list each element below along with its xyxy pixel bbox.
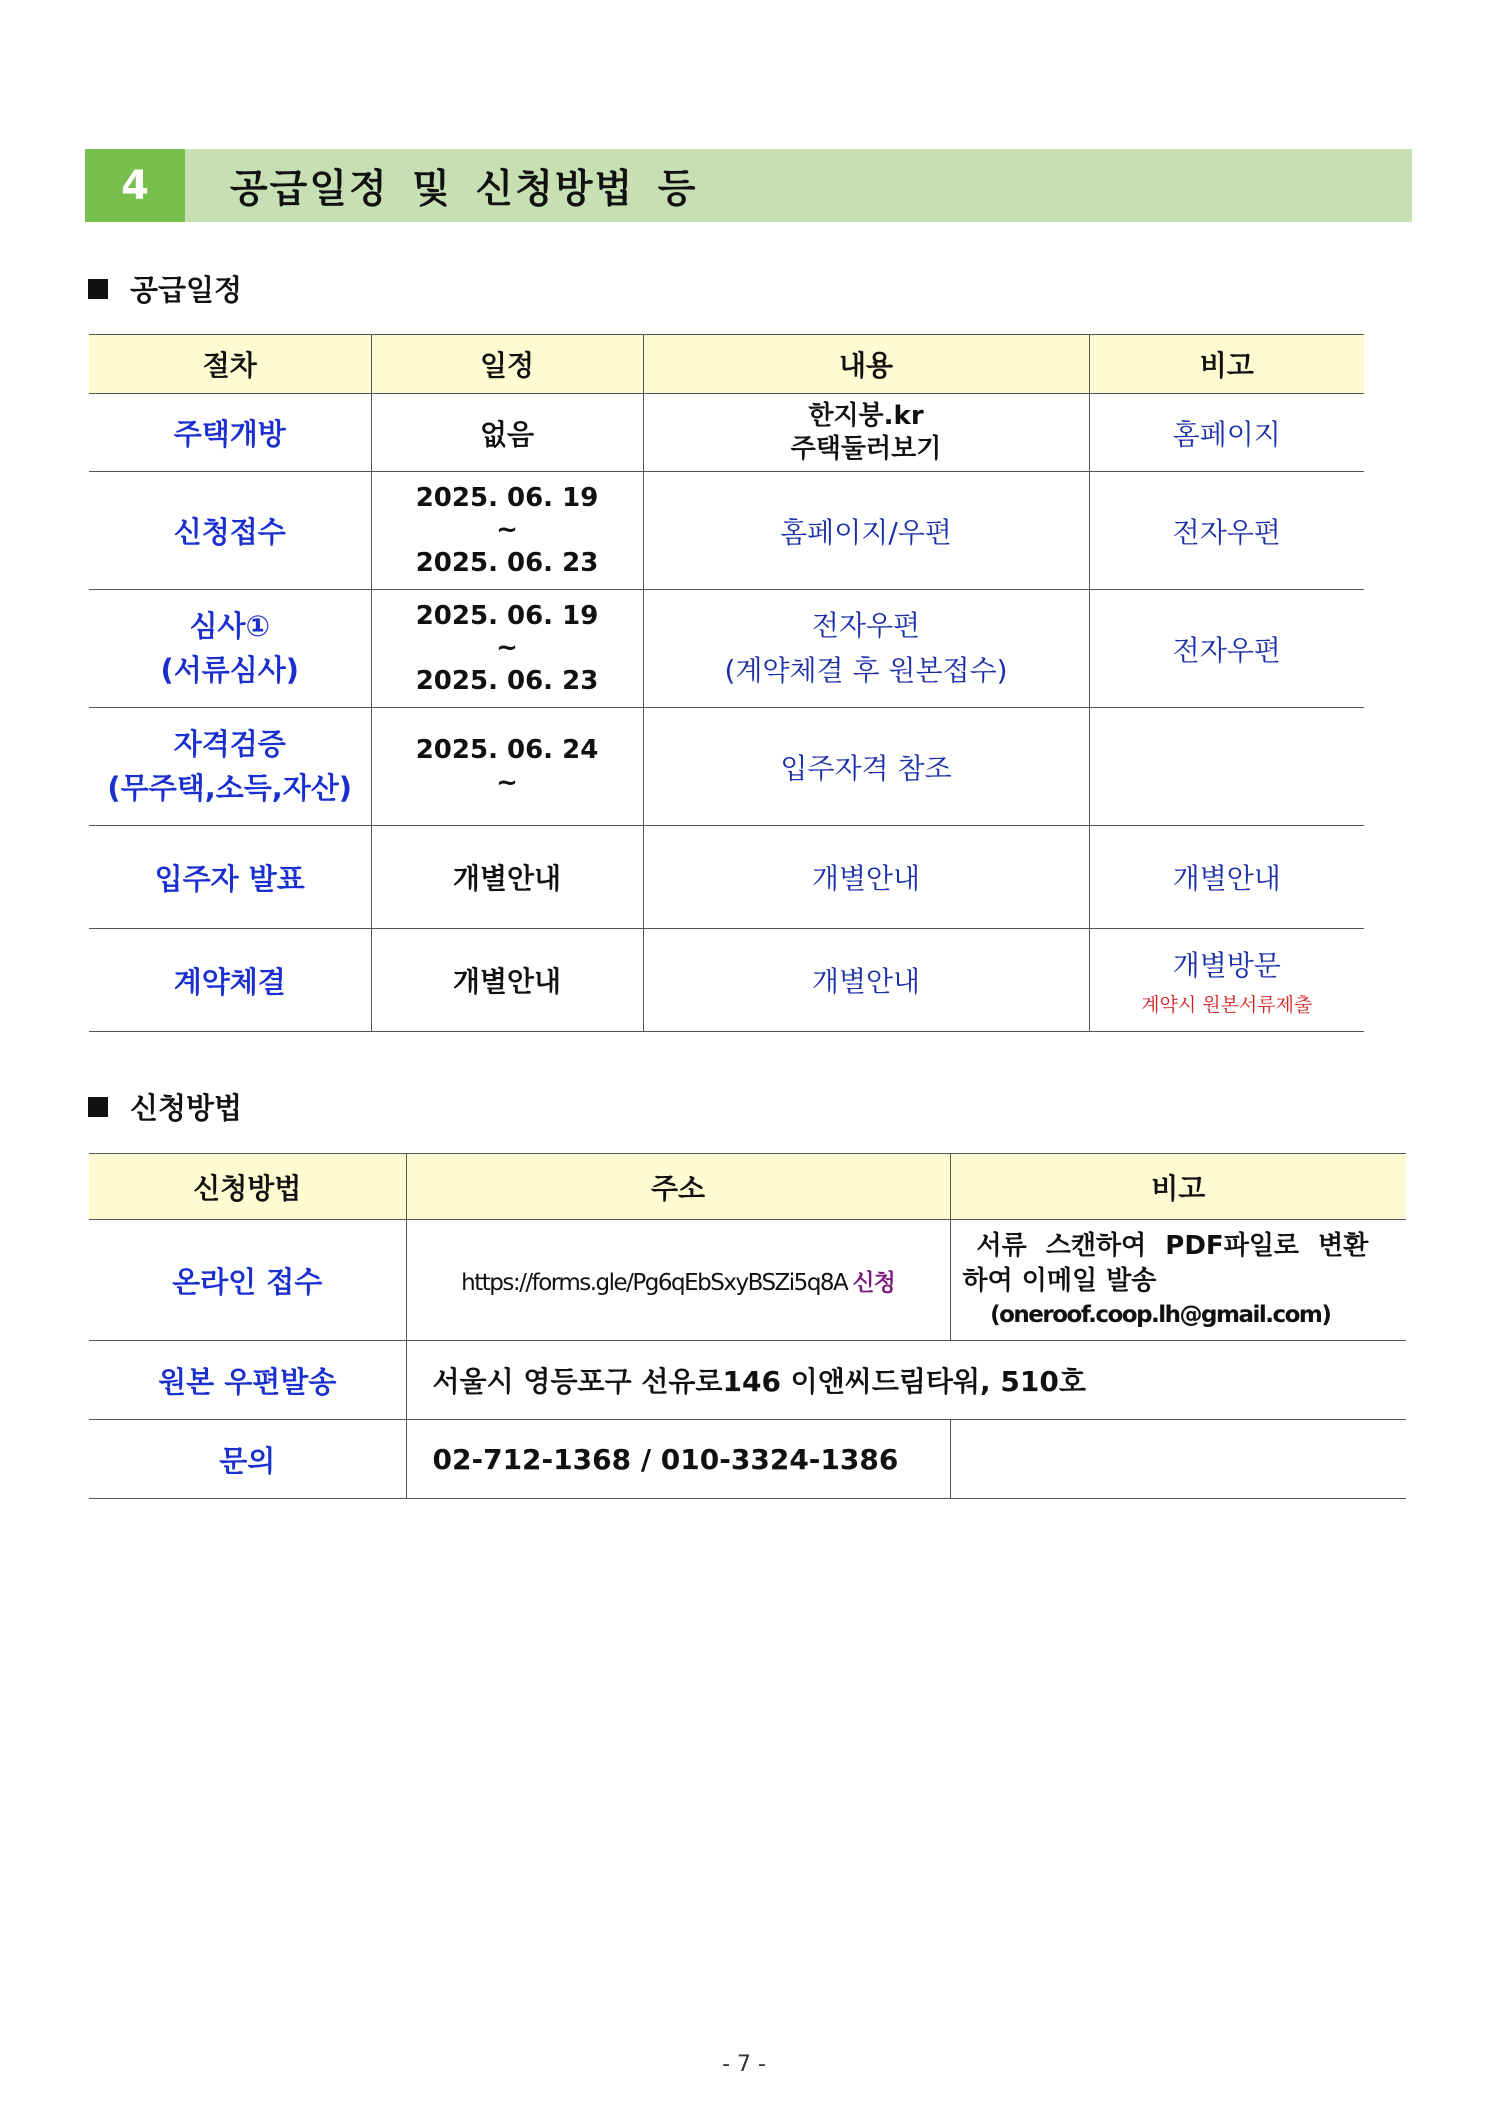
col-header-address: 주소 [406,1154,950,1220]
address-cell: 서울시 영등포구 선유로146 이앤씨드림타워, 510호 [406,1341,1406,1420]
step-cell: 주택개방 [89,394,371,472]
table-row [89,929,1364,1032]
method-cell: 문의 [89,1420,406,1499]
content-cell: 개별안내 [643,826,1089,929]
content-cell: 홈페이지/우편 [643,472,1089,590]
date-cell: 개별안내 [371,929,643,1032]
step-cell: 입주자 발표 [89,826,371,929]
note-cell [1089,708,1364,826]
step-cell: 심사① (서류심사) [89,590,371,708]
content-cell: 입주자격 참조 [643,708,1089,826]
schedule-heading [88,268,242,309]
table-row [89,1220,1406,1341]
schedule-heading-text: 공급일정 [130,273,243,307]
step-cell: 신청접수 [89,472,371,590]
date-cell: 없음 [371,394,643,472]
email-address[interactable]: (oneroof.coop.lh@gmail.com) [990,1301,1331,1328]
note-small: 계약시 원본서류제출 [1141,993,1313,1016]
schedule-table [89,334,1364,1032]
date-cell: 2025. 06. 19 ~ 2025. 06. 23 [371,472,643,590]
date-cell: 2025. 06. 19 ~ 2025. 06. 23 [371,590,643,708]
col-header-step: 절차 [89,335,371,394]
table-row [89,472,1364,590]
table-row [89,826,1364,929]
content-cell: 전자우편 (계약체결 후 원본접수) [643,590,1089,708]
table-row [89,590,1364,708]
table-row [89,394,1364,472]
page-number: - 7 - [722,2052,766,2077]
form-link[interactable]: https://forms.gle/Pg6qEbSxyBSZi5q8A [461,1269,848,1296]
table-row [89,1420,1406,1499]
table-row [89,708,1364,826]
section-title: 공급일정 및 신청방법 등 [230,166,698,212]
date-cell: 2025. 06. 24 ~ [371,708,643,826]
content-cell: 한지붕.kr 주택둘러보기 [643,394,1089,472]
date-cell: 개별안내 [371,826,643,929]
method-cell: 온라인 접수 [89,1220,406,1341]
col-header-date: 일정 [371,335,643,394]
note-cell: 전자우편 [1089,472,1364,590]
note-cell: 개별안내 [1089,826,1364,929]
col-header-content: 내용 [643,335,1089,394]
note-cell: 개별방문 계약시 원본서류제출 [1089,929,1364,1032]
method-table [89,1153,1406,1499]
square-bullet-icon [88,279,108,299]
col-header-note: 비고 [950,1154,1406,1220]
col-header-note: 비고 [1089,335,1364,394]
method-cell: 원본 우편발송 [89,1341,406,1420]
method-heading [88,1086,242,1127]
method-heading-text: 신청방법 [130,1091,243,1125]
square-bullet-icon [88,1097,108,1117]
col-header-method: 신청방법 [89,1154,406,1220]
method-header-row [89,1154,1406,1220]
section-number: 4 [85,149,185,222]
schedule-header-row [89,335,1364,394]
step-cell: 계약체결 [89,929,371,1032]
section-header-bar [85,149,1412,222]
address-cell: 02-712-1368 / 010-3324-1386 [406,1420,950,1499]
note-cell: 홈페이지 [1089,394,1364,472]
note-cell: 전자우편 [1089,590,1364,708]
note-cell [950,1420,1406,1499]
step-cell: 자격검증 (무주택,소득,자산) [89,708,371,826]
address-cell: https://forms.gle/Pg6qEbSxyBSZi5q8A 신청 [406,1220,950,1341]
table-row [89,1341,1406,1420]
content-cell: 개별안내 [643,929,1089,1032]
note-cell: 서류 스캔하여 PDF파일로 변환 하여 이메일 발송 (oneroof.coop.lh@gmail.com) [950,1220,1406,1341]
